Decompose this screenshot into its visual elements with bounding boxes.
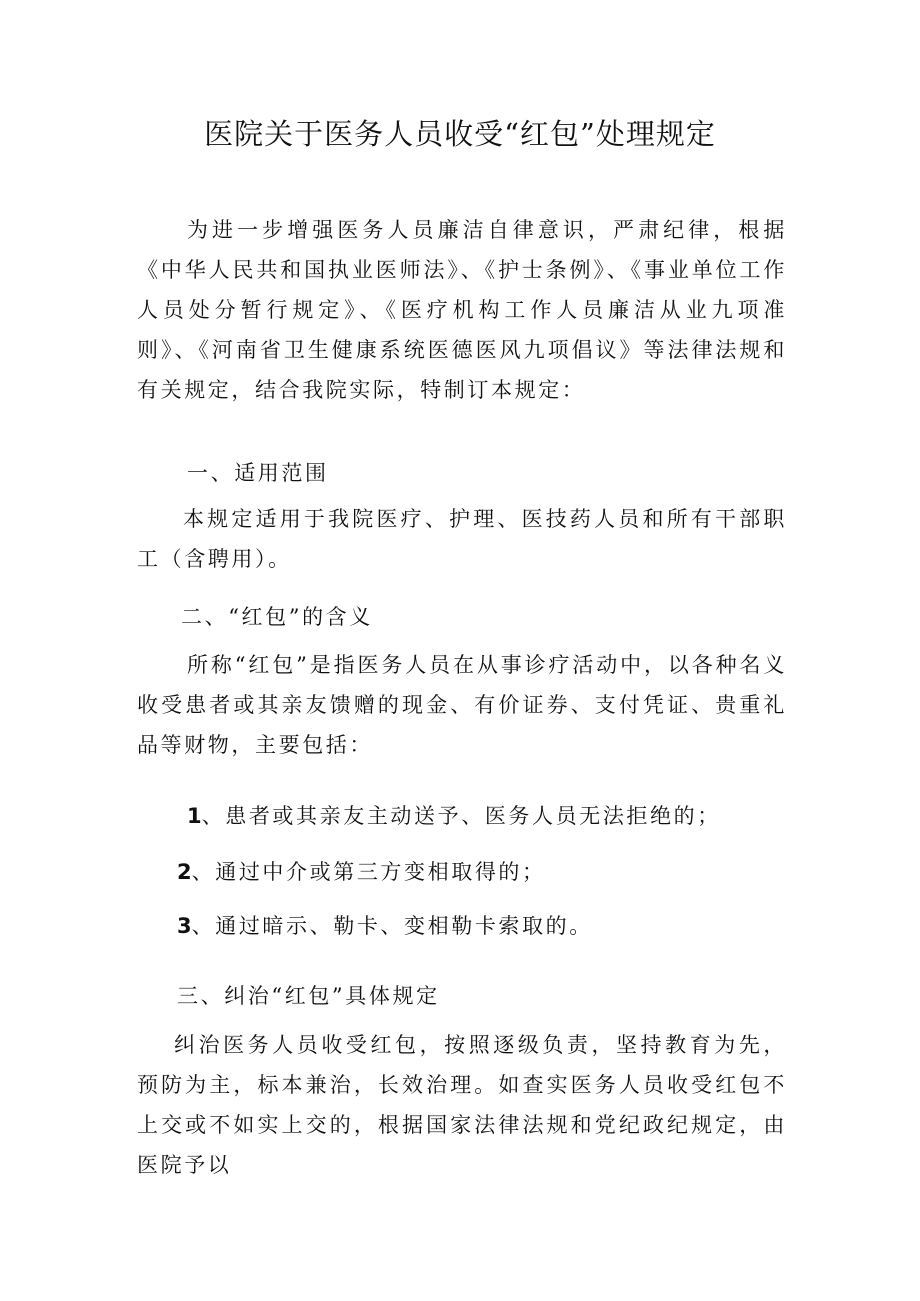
list-item-number: 3: [177, 914, 192, 938]
list-item: [177, 852, 546, 892]
section-heading-scope: 一、适用范围: [187, 461, 329, 485]
intro-paragraph: 为进一步增强医务人员廉洁自律意识，严肃纪律，根据《中华人民共和国执业医师法》、《护士条例》、《事业单位工作人员处分暂行规定》、《医疗机构工作人员廉洁从业九项准则》、《河南省卫生健康系统医德医风九项倡议》等法律法规和有关规定，结合我院实际，特制订本规定：: [137, 218, 787, 402]
section-heading-rules: 三、纠治“红包”具体规定: [177, 984, 440, 1008]
list-item-number: 2: [177, 860, 192, 884]
list-item-text: 、患者或其亲友主动送予、医务人员无法拒绝的；: [201, 804, 721, 828]
section-body-definition: 所称“红包”是指医务人员在从事诊疗活动中，以各种名义收受患者或其亲友馈赠的现金、有价证券、支付凭证、贵重礼品等财物，主要包括：: [137, 653, 787, 757]
section-heading-definition: 二、“红包”的含义: [181, 605, 373, 629]
section-body-rules: 纠治医务人员收受红包，按照逐级负责，坚持教育为先，预防为主，标本兼治，长效治理。如查实医务人员收受红包不上交或不如实上交的，根据国家法律法规和党纪政纪规定，由医院予以: [137, 1033, 787, 1177]
section-body-scope: 本规定适用于我院医疗、护理、医技药人员和所有干部职工（含聘用）。: [137, 507, 787, 571]
list-item: [177, 906, 593, 946]
list-item: [187, 796, 721, 836]
list-item-text: 、通过暗示、勒卡、变相勒卡索取的。: [191, 914, 593, 938]
list-item-number: 1: [187, 804, 202, 828]
list-item-text: 、通过中介或第三方变相取得的；: [191, 860, 546, 884]
document-title: 医院关于医务人员收受“红包”处理规定: [204, 117, 716, 151]
